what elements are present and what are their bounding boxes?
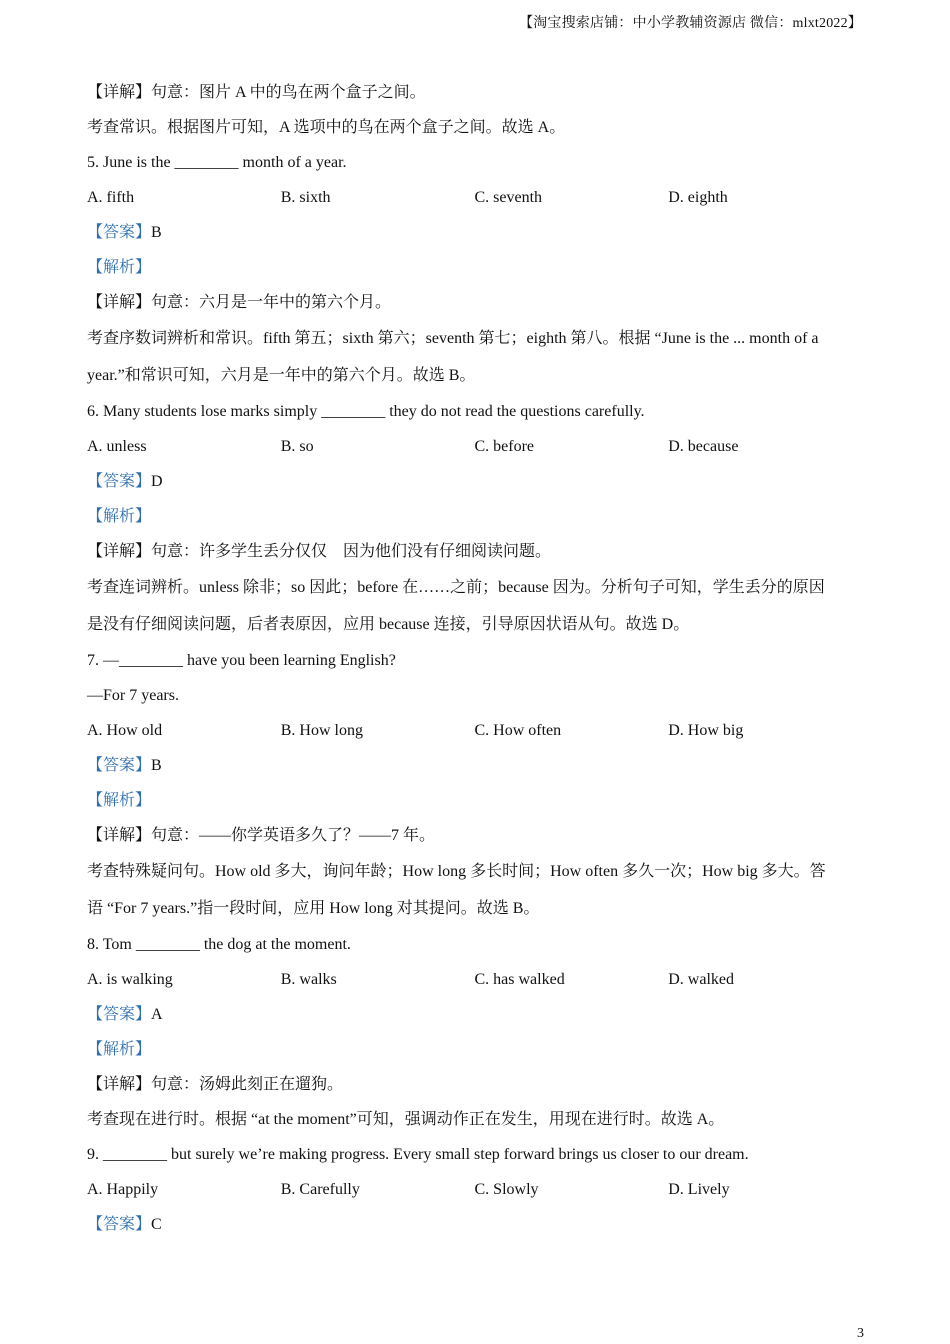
jiexi-label: 【解析】: [87, 259, 152, 276]
answer-label: 【答案】: [87, 757, 152, 774]
answer-line: [87, 997, 862, 1032]
option-a: A. fifth: [87, 189, 135, 206]
option-a: A. is walking: [87, 971, 173, 988]
detail-text: 【详解】句意：六月是一年中的第六个月。: [87, 294, 392, 311]
option-row: [87, 1172, 862, 1207]
analysis-text: 考查常识。根据图片可知，A 选项中的鸟在两个盒子之间。故选 A。: [87, 119, 566, 136]
option-c: C. How often: [474, 722, 562, 739]
jiexi-label: 【解析】: [87, 1041, 152, 1058]
analysis-text: 考查序数词辨析和常识。fifth 第五；sixth 第六；seventh 第七；eighth 第八。根据 “June is the ... month of a: [87, 330, 819, 347]
answer-value: B: [151, 224, 162, 241]
option-c: C. has walked: [474, 971, 565, 988]
question-stem: 5. June is the ________ month of a year.: [87, 154, 347, 171]
analysis-text: 考查现在进行时。根据 “at the moment”可知，强调动作正在发生，用现在进行时。故选 A。: [87, 1111, 725, 1128]
option-d: D. Lively: [668, 1181, 730, 1198]
page-header: 【淘宝搜索店铺：中小学教辅资源店 微信：mlxt2022】: [519, 16, 862, 31]
answer-line: [87, 464, 862, 499]
option-c: C. before: [474, 438, 535, 455]
option-b: B. walks: [280, 971, 337, 988]
question-stem: 9. ________ but surely we’re making progress. Every small step forward brings us closer to our dream.: [87, 1146, 749, 1163]
answer-line: [87, 748, 862, 783]
analysis-text: 考查连词辨析。unless 除非；so 因此；before 在……之前；because 因为。分析句子可知，学生丢分的原因: [87, 579, 825, 596]
option-c: C. Slowly: [474, 1181, 539, 1198]
answer-label: 【答案】: [87, 1216, 152, 1233]
detail-text: 【详解】句意：汤姆此刻正在遛狗。: [87, 1076, 344, 1093]
answer-label: 【答案】: [87, 224, 152, 241]
analysis-text: 语 “For 7 years.”指一段时间，应用 How long 对其提问。故选 B。: [87, 900, 540, 917]
analysis-text: 考查特殊疑问句。How old 多大，询问年龄；How long 多长时间；How often 多久一次；How big 多大。答: [87, 863, 826, 880]
question-stem-reply: —For 7 years.: [87, 687, 179, 704]
option-a: A. Happily: [87, 1181, 159, 1198]
answer-line: [87, 1207, 862, 1242]
answer-value: A: [151, 1006, 163, 1023]
option-a: A. unless: [87, 438, 147, 455]
option-row: [87, 429, 862, 464]
detail-text: 【详解】句意：——你学英语多久了？——7 年。: [87, 827, 436, 844]
option-row: [87, 713, 862, 748]
jiexi-label: 【解析】: [87, 508, 152, 525]
option-d: D. walked: [668, 971, 735, 988]
answer-label: 【答案】: [87, 1006, 152, 1023]
analysis-text: 是没有仔细阅读问题，后者表原因，应用 because 连接，引导原因状语从句。故选 D。: [87, 616, 690, 633]
option-d: D. eighth: [668, 189, 728, 206]
option-d: D. How big: [668, 722, 744, 739]
option-b: B. How long: [280, 722, 363, 739]
option-d: D. because: [668, 438, 739, 455]
question-stem: 8. Tom ________ the dog at the moment.: [87, 936, 351, 953]
answer-label: 【答案】: [87, 473, 152, 490]
page-number: 3: [857, 1326, 864, 1341]
answer-value: D: [151, 473, 163, 490]
analysis-text: year.”和常识可知，六月是一年中的第六个月。故选 B。: [87, 367, 476, 384]
answer-line: [87, 215, 862, 250]
page-content: [87, 75, 862, 1242]
question-stem: 7. —________ have you been learning English?: [87, 652, 396, 669]
option-b: B. Carefully: [280, 1181, 360, 1198]
option-row: [87, 180, 862, 215]
option-b: B. sixth: [280, 189, 331, 206]
question-stem: 6. Many students lose marks simply ________ they do not read the questions carefully.: [87, 403, 645, 420]
option-row: [87, 962, 862, 997]
jiexi-label: 【解析】: [87, 792, 152, 809]
answer-value: B: [151, 757, 162, 774]
detail-text: 【详解】句意：图片 A 中的鸟在两个盒子之间。: [87, 84, 426, 101]
option-a: A. How old: [87, 722, 163, 739]
answer-value: C: [151, 1216, 162, 1233]
option-b: B. so: [280, 438, 314, 455]
option-c: C. seventh: [474, 189, 543, 206]
detail-text: 【详解】句意：许多学生丢分仅仅 因为他们没有仔细阅读问题。: [87, 543, 552, 560]
